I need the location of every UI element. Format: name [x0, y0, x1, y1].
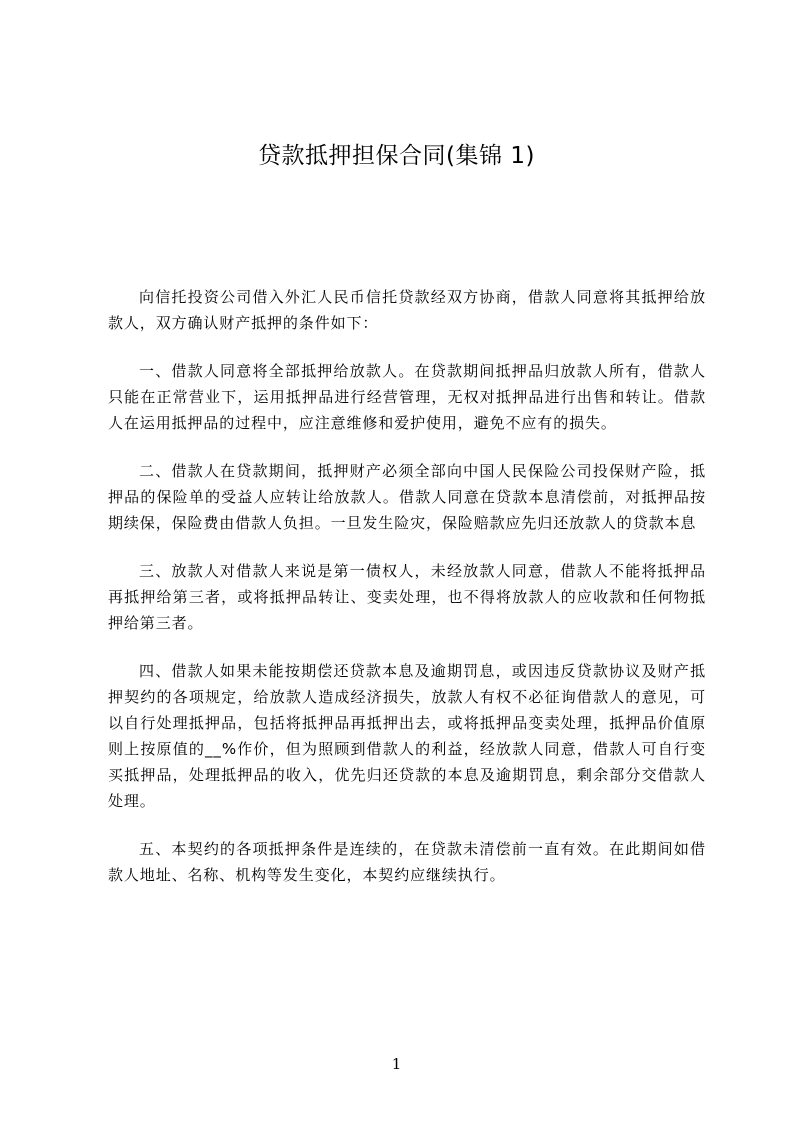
paragraph-clause-2: 二、借款人在贷款期间，抵押财产必须全部向中国人民保险公司投保财产险，抵押品的保险单的受益人应转让给放款人。借款人同意在贷款本息清偿前，对抵押品按期续保，保险费由借款人负担。一旦发生险灾，保险赔款应先归还放款人的贷款本息	[108, 462, 706, 532]
document-body	[108, 284, 706, 910]
paragraph-clause-3: 三、放款人对借款人来说是第一债权人，未经放款人同意，借款人不能将抵押品再抵押给第三者，或将抵押品转让、变卖处理，也不得将放款人的应收款和任何物抵押给第三者。	[108, 562, 706, 632]
document-title: 贷款抵押担保合同(集锦 1)	[258, 143, 535, 169]
paragraph-clause-1: 一、借款人同意将全部抵押给放款人。在贷款期间抵押品归放款人所有，借款人只能在正常营业下，运用抵押品进行经营管理，无权对抵押品进行出售和转让。借款人在运用抵押品的过程中，应注意维修和爱护使用，避免不应有的损失。	[108, 362, 706, 432]
paragraph-clause-4: 四、借款人如果未能按期偿还贷款本息及逾期罚息，或因违反贷款协议及财产抵押契约的各项规定，给放款人造成经济损失，放款人有权不必征询借款人的意见，可以自行处理抵押品，包括将抵押品再抵押出去，或将抵押品变卖处理，抵押品价值原则上按原值的__%作价，但为照顾到借款人的利益，经放款人同意，借款人可自行变买抵押品，处理抵押品的收入，优先归还贷款的本息及逾期罚息，剩余部分交借款人处理。	[108, 662, 706, 810]
paragraph-intro: 向信托投资公司借入外汇人民币信托贷款经双方协商，借款人同意将其抵押给放款人，双方确认财产抵押的条件如下：	[108, 288, 706, 332]
paragraph-clause-5: 五、本契约的各项抵押条件是连续的，在贷款未清偿前一直有效。在此期间如借款人地址、名称、机构等发生变化，本契约应继续执行。	[108, 840, 706, 884]
page-number: 1	[391, 1055, 402, 1073]
